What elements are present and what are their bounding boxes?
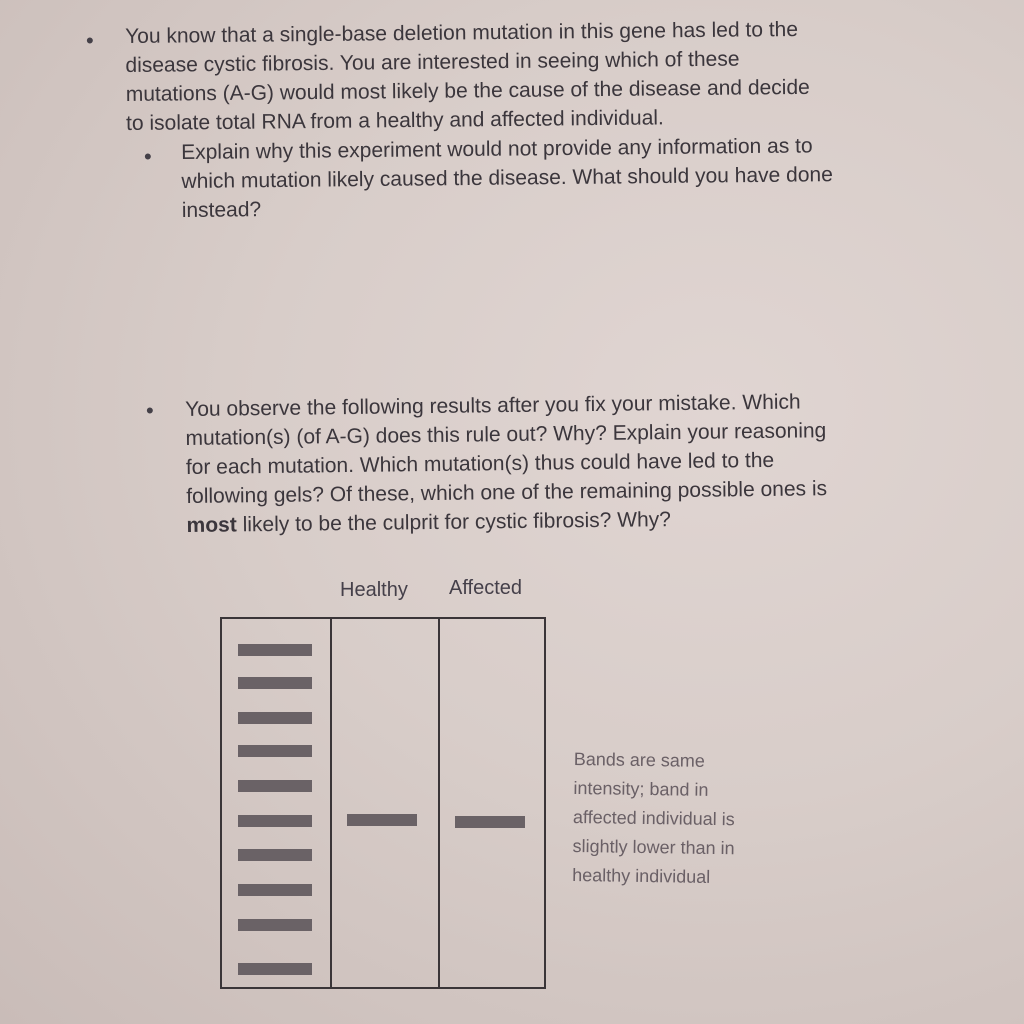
sub1-line: Explain why this experiment would not provide any information as to — [181, 134, 813, 164]
ladder-band — [238, 780, 312, 792]
sub-question-2 — [185, 387, 828, 540]
intro-line: You know that a single-base deletion mutation in this gene has led to the — [125, 17, 799, 48]
ladder-band — [238, 919, 312, 931]
sub2-line: mutation(s) (of A-G) does this rule out? Why? Explain your reasoning — [185, 419, 827, 450]
note-line: intensity; band in — [573, 777, 709, 800]
sub2-line: You observe the following results after you fix your mistake. Which — [185, 390, 801, 421]
ladder-band — [238, 815, 312, 827]
intro-line: mutations (A-G) would most likely be the cause of the disease and decide — [125, 75, 810, 106]
bullet-sub-1: • — [144, 144, 152, 169]
sub2-line: following gels? Of these, which one of the remaining possible ones is — [186, 477, 828, 508]
ladder-band — [238, 884, 312, 896]
lane-label-affected: Affected — [449, 577, 523, 599]
sub1-line: which mutation likely caused the disease. What should you have done — [181, 163, 833, 193]
ladder-band — [238, 677, 312, 689]
bullet-sub-2: • — [146, 398, 154, 423]
sub2-line: for each mutation. Which mutation(s) thus could have led to the — [185, 448, 775, 479]
emphasis-most: most — [186, 513, 237, 537]
gel-diagram — [220, 617, 546, 989]
gel-annotation — [572, 745, 736, 892]
note-line: Bands are same — [573, 748, 706, 771]
sample-band-affected — [455, 816, 525, 828]
intro-line: disease cystic fibrosis. You are interested in seeing which of these — [125, 47, 740, 77]
ladder-band — [238, 963, 312, 975]
note-line: affected individual is — [572, 806, 735, 830]
question-intro — [125, 15, 810, 138]
ladder-band — [238, 712, 312, 724]
sub2-last-rest: likely to be the culprit for cystic fibrosis? Why? — [236, 508, 672, 537]
bullet-main: • — [86, 28, 94, 53]
lane-divider — [330, 619, 332, 987]
note-line: slightly lower than in — [572, 835, 735, 859]
ladder-band — [238, 849, 312, 861]
sub1-line: instead? — [181, 198, 262, 222]
note-line: healthy individual — [572, 864, 711, 887]
sample-band-healthy — [347, 814, 417, 826]
sub-question-1 — [181, 131, 833, 225]
lane-label-healthy: Healthy — [340, 579, 408, 601]
lane-divider — [438, 619, 440, 987]
ladder-band — [238, 745, 312, 757]
ladder-band — [238, 644, 312, 656]
intro-line: to isolate total RNA from a healthy and affected individual. — [125, 106, 664, 135]
